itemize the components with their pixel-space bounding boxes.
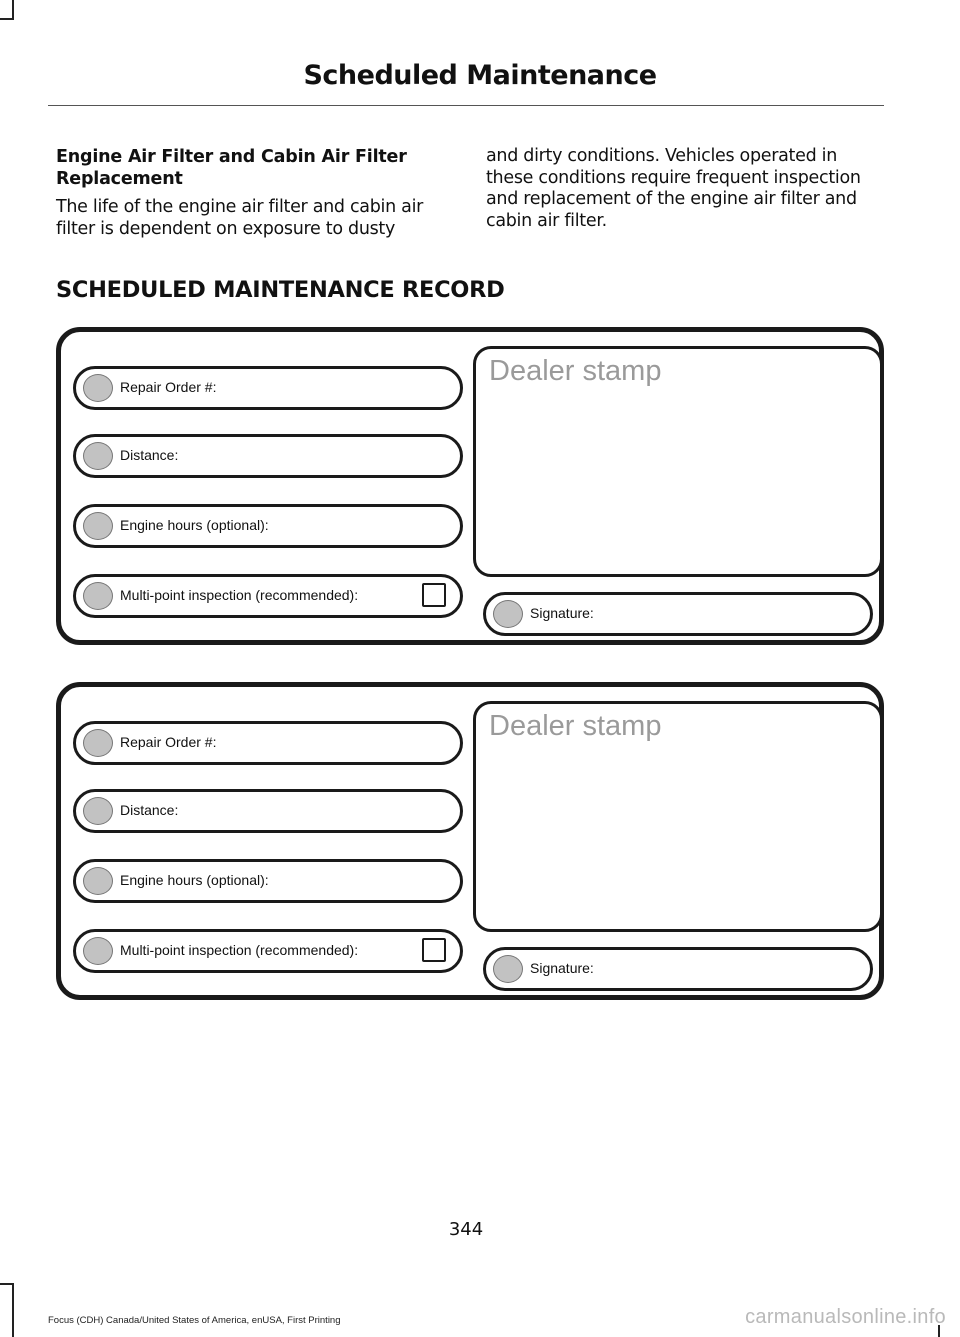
bullet-dot-icon [83,512,113,540]
section-heading: Engine Air Filter and Cabin Air Filter Replacement [56,147,407,189]
maintenance-record-heading: SCHEDULED MAINTENANCE RECORD [56,277,505,303]
crop-mark-top-left [12,0,14,18]
engine-hours-label: Engine hours (optional): [120,517,269,533]
distance-field[interactable] [73,789,463,833]
signature-field[interactable] [483,592,873,636]
title-divider [48,105,884,106]
engine-hours-label: Engine hours (optional): [120,872,269,888]
bullet-dot-icon [83,867,113,895]
repair-order-label: Repair Order #: [120,379,217,395]
bullet-dot-icon [83,442,113,470]
intro-paragraph-left: The life of the engine air filter and cabin air filter is dependent on exposure to dusty [56,197,424,239]
intro-right-column [486,146,886,232]
watermark: carmanualsonline.info [745,1306,946,1328]
engine-hours-field[interactable] [73,504,463,548]
page-number: 344 [448,1219,484,1240]
multipoint-inspection-checkbox[interactable] [422,583,446,607]
multipoint-inspection-field[interactable] [73,929,463,973]
repair-order-field[interactable] [73,721,463,765]
intro-paragraph-right: and dirty conditions. Vehicles operated in these conditions require frequent inspection and replacement of the engine air filter and cabin air filter. [486,146,861,231]
repair-order-label: Repair Order #: [120,734,217,750]
footer-text: Focus (CDH) Canada/United States of America, enUSA, First Printing [48,1315,341,1326]
bullet-dot-icon [83,797,113,825]
signature-field[interactable] [483,947,873,991]
page-title: Scheduled Maintenance [303,60,657,91]
crop-mark-bottom-left [12,1283,14,1337]
bullet-dot-icon [493,955,523,983]
distance-label: Distance: [120,802,179,818]
bullet-dot-icon [83,729,113,757]
dealer-stamp-label: Dealer stamp [489,710,662,742]
bullet-dot-icon [83,374,113,402]
repair-order-field[interactable] [73,366,463,410]
multipoint-inspection-label: Multi-point inspection (recommended): [120,942,359,958]
multipoint-inspection-field[interactable] [73,574,463,618]
bullet-dot-icon [83,937,113,965]
signature-label: Signature: [530,960,594,976]
dealer-stamp-box [473,701,883,932]
signature-label: Signature: [530,605,594,621]
distance-field[interactable] [73,434,463,478]
multipoint-inspection-label: Multi-point inspection (recommended): [120,587,359,603]
crop-mark-top-left [0,18,14,20]
multipoint-inspection-checkbox[interactable] [422,938,446,962]
engine-hours-field[interactable] [73,859,463,903]
maintenance-record-card [56,682,884,1000]
intro-left-column [56,146,456,240]
crop-mark-bottom-left [0,1283,14,1285]
bullet-dot-icon [493,600,523,628]
dealer-stamp-label: Dealer stamp [489,355,662,387]
dealer-stamp-box [473,346,883,577]
maintenance-record-card [56,327,884,645]
bullet-dot-icon [83,582,113,610]
distance-label: Distance: [120,447,179,463]
